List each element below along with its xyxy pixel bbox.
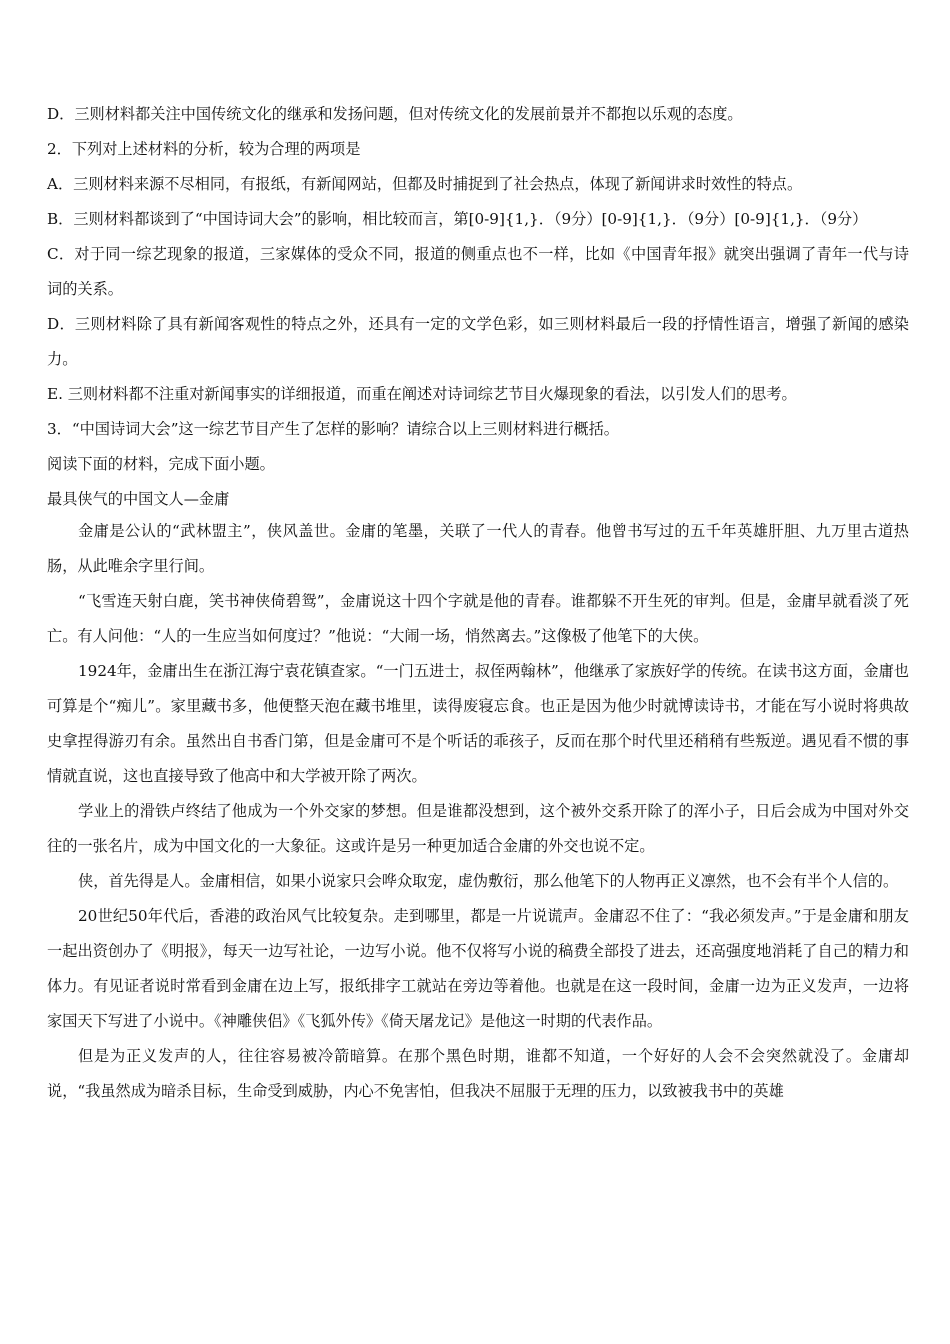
- article-title: 最具侠气的中国文人—金庸: [47, 490, 230, 508]
- q2-option-e: E. 三则材料都不注重对新闻事实的详细报道，而重在阐述对诗词综艺节目火爆现象的看法，以引发人们的思考。: [47, 385, 797, 403]
- article-paragraph: 1924年，金庸出生在浙江海宁袁花镇查家。“一门五进士，叔侄两翰林”，他继承了家族好学的传统。在读书这方面，金庸也可算是个“痴儿”。家里藏书多，他便整天泡在藏书堆里，读得废寝忘食。也正是因为他少时就博读诗书，才能在写小说时将典故史拿捏得游刃有余。虽然出自书香门第，但是金庸可不是个听话的乖孩子，反而在那个时代里还稍稍有些叛逆。遇见看不惯的事情就直说，这也直接导致了他高中和大学被开除了两次。: [47, 662, 909, 785]
- q2-stem: 2．下列对上述材料的分析，较为合理的两项是: [47, 140, 361, 158]
- q1-option-d: D．三则材料都关注中国传统文化的继承和发扬问题，但对传统文化的发展前景并不都抱以乐观的态度。: [47, 105, 743, 123]
- article-paragraph: 但是为正义发声的人，往往容易被冷箭暗算。在那个黑色时期，谁都不知道，一个好好的人会不会突然就没了。金庸却说，“我虽然成为暗杀目标，生命受到威胁，内心不免害怕，但我决不屈服于无理的压力，以致被我书中的英雄: [47, 1047, 909, 1100]
- document-body: [47, 97, 909, 1109]
- article-paragraph: 侠，首先得是人。金庸相信，如果小说家只会哗众取宠，虚伪敷衍，那么他笔下的人物再正义凛然，也不会有半个人信的。: [78, 872, 899, 890]
- q3-stem: 3．“中国诗词大会”这一综艺节目产生了怎样的影响？请综合以上三则材料进行概括。: [47, 420, 619, 438]
- article-paragraph: 金庸是公认的“武林盟主”，侠风盖世。金庸的笔墨，关联了一代人的青春。他曾书写过的五千年英雄肝胆、九万里古道热肠，从此唯余字里行间。: [47, 522, 909, 575]
- q2-option-c: C．对于同一综艺现象的报道，三家媒体的受众不同，报道的侧重点也不一样，比如《中国青年报》就突出强调了青年一代与诗词的关系。: [47, 245, 909, 298]
- reading-instruction: 阅读下面的材料，完成下面小题。: [47, 455, 275, 473]
- article-paragraph: 20世纪50年代后，香港的政治风气比较复杂。走到哪里，都是一片说谎声。金庸忍不住了：“我必须发声。”于是金庸和朋友一起出资创办了《明报》，每天一边写社论，一边写小说。他不仅将写小说的稿费全部投了进去，还高强度地消耗了自己的精力和体力。有见证者说时常看到金庸在边上写，报纸排字工就站在旁边等着他。也就是在这一段时间，金庸一边为正义发声，一边将家国天下写进了小说中。《神雕侠侣》《飞狐外传》《倚天屠龙记》是他这一时期的代表作品。: [47, 907, 909, 1030]
- article-paragraph: 学业上的滑铁卢终结了他成为一个外交家的梦想。但是谁都没想到，这个被外交系开除了的浑小子，日后会成为中国对外交往的一张名片，成为中国文化的一大象征。这或许是另一种更加适合金庸的外交也说不定。: [47, 802, 909, 855]
- q2-option-a: A．三则材料来源不尽相同，有报纸，有新闻网站，但都及时捕捉到了社会热点，体现了新闻讲求时效性的特点。: [47, 175, 803, 193]
- q2-option-d: D．三则材料除了具有新闻客观性的特点之外，还具有一定的文学色彩，如三则材料最后一段的抒情性语言，增强了新闻的感染力。: [47, 315, 909, 368]
- q2-option-b: B．三则材料都谈到了“中国诗词大会”的影响，相比较而言，第[0-9]{1,}．（9分）[0-9]{1,}．（9分）[0-9]{1,}．（9分）: [47, 210, 868, 228]
- article-paragraph: “飞雪连天射白鹿，笑书神侠倚碧鸳”，金庸说这十四个字就是他的青春。谁都躲不开生死的审判。但是，金庸早就看淡了死亡。有人问他：“人的一生应当如何度过？”他说：“大闹一场，悄然离去。”这像极了他笔下的大侠。: [47, 592, 909, 645]
